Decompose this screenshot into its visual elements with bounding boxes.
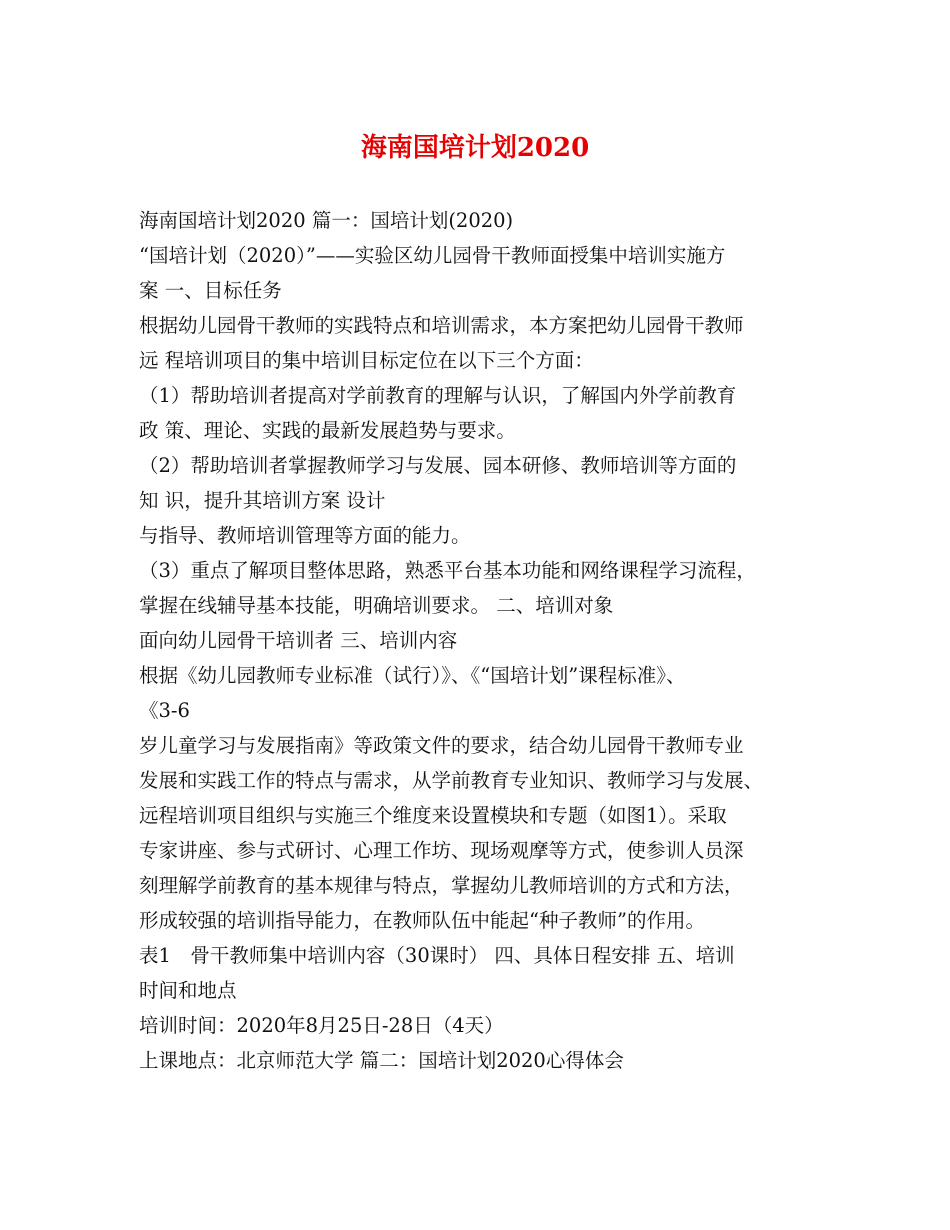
body-line: 根据幼儿园骨干教师的实践特点和培训需求，本方案把幼儿园骨干教师 bbox=[139, 314, 744, 337]
body-line: （3）重点了解项目整体思路，熟悉平台基本功能和网络课程学习流程， bbox=[139, 559, 756, 582]
body-line: 岁儿童学习与发展指南》等政策文件的要求，结合幼儿园骨干教师专业 bbox=[139, 734, 744, 757]
body-line: 掌握在线辅导基本技能，明确培训要求。 二、培训对象 bbox=[139, 594, 614, 617]
body-line: 远 程培训项目的集中培训目标定位在以下三个方面： bbox=[139, 349, 594, 372]
body-line: 《3-6 bbox=[139, 699, 190, 722]
body-line: 专家讲座、参与式研讨、心理工作坊、现场观摩等方式，使参训人员深 bbox=[139, 839, 744, 862]
document-body bbox=[139, 203, 839, 1078]
body-line: 发展和实践工作的特点与需求，从学前教育专业知识、教师学习与发展、 bbox=[139, 769, 764, 792]
body-line: 形成较强的培训指导能力，在教师队伍中能起“种子教师”的作用。 bbox=[139, 909, 705, 932]
body-line: 海南国培计划2020 篇一：国培计划(2020) bbox=[139, 209, 514, 232]
body-line: 政 策、理论、实践的最新发展趋势与要求。 bbox=[139, 419, 516, 442]
body-line: 上课地点：北京师范大学 篇二：国培计划2020心得体会 bbox=[139, 1049, 624, 1072]
body-line: 知 识，提升其培训方案 设计 bbox=[139, 489, 386, 512]
body-line: （2）帮助培训者掌握教师学习与发展、园本研修、教师培训等方面的 bbox=[139, 454, 737, 477]
body-line: 时间和地点 bbox=[139, 979, 237, 1002]
body-line: 刻理解学前教育的基本规律与特点，掌握幼儿教师培训的方式和方法， bbox=[139, 874, 744, 897]
body-line: 面向幼儿园骨干培训者 三、培训内容 bbox=[139, 629, 458, 652]
body-line: 培训时间：2020年8月25日-28日（4天） bbox=[139, 1014, 504, 1037]
body-line: 表1 骨干教师集中培训内容（30课时） 四、具体日程安排 五、培训 bbox=[139, 944, 735, 967]
body-line: （1）帮助培训者提高对学前教育的理解与认识，了解国内外学前教育 bbox=[139, 384, 737, 407]
body-line: 与指导、教师培训管理等方面的能力。 bbox=[139, 524, 471, 547]
body-line: “国培计划（2020）”——实验区幼儿园骨干教师面授集中培训实施方 bbox=[139, 244, 726, 267]
body-line: 案 一、目标任务 bbox=[139, 279, 282, 302]
body-line: 根据《幼儿园教师专业标准（试行）》、《“国培计划”课程标准》、 bbox=[139, 664, 686, 687]
body-line: 远程培训项目组织与实施三个维度来设置模块和专题（如图1）。采取 bbox=[139, 804, 727, 827]
document-title: 海南国培计划2020 bbox=[360, 133, 590, 163]
